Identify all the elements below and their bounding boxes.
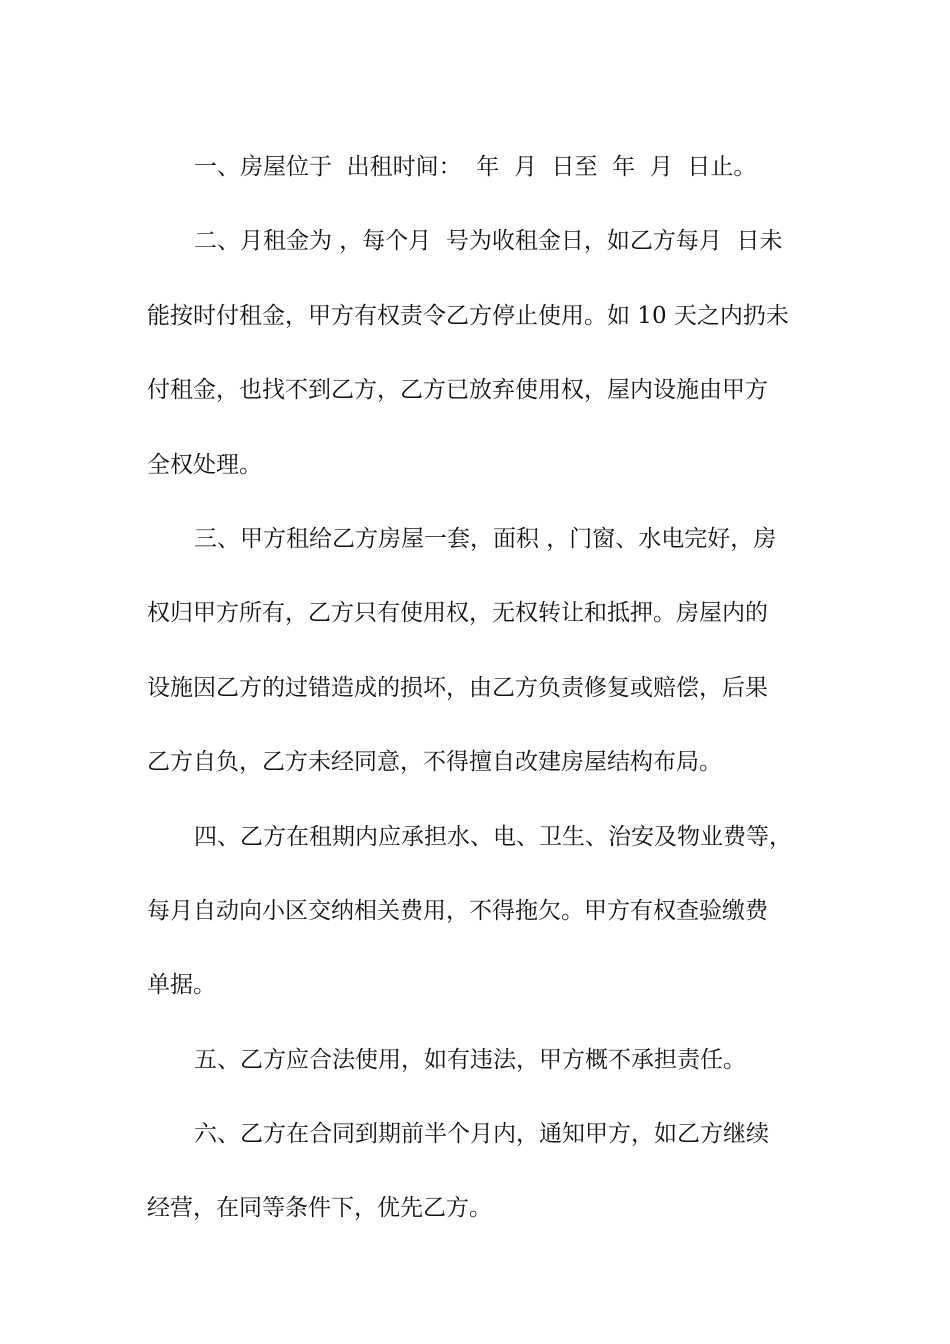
clause-2-line-1: 二、月租金为 ，每个月 号为收租金日，如乙方每月 日未 <box>194 228 783 255</box>
clause-3-line-1: 三、甲方租给乙方房屋一套，面积 ，门窗、水电完好，房 <box>194 525 777 552</box>
clause-3-line-4: 乙方自负，乙方未经同意，不得擅自改建房屋结构布局。 <box>147 749 722 776</box>
clause-4 <box>147 800 812 1023</box>
clause-4-line-1: 四、乙方在租期内应承担水、电、卫生、治安及物业费等， <box>194 823 792 850</box>
clause-6 <box>147 1097 812 1246</box>
clause-3-line-3: 设施因乙方的过错造成的损坏，由乙方负责修复或赔偿，后果 <box>147 674 768 701</box>
clause-1-line-1: 一、房屋位于 出租时间： 年 月 日至 年 月 日止。 <box>194 154 757 180</box>
clause-2-line-2: 能按时付租金，甲方有权责令乙方停止使用。如 10 天之内扔未 <box>147 302 789 329</box>
clause-6-line-1: 六、乙方在合同到期前半个月内，通知甲方，如乙方继续 <box>194 1121 769 1148</box>
clause-4-line-2: 每月自动向小区交纳相关费用，不得拖欠。甲方有权查验缴费 <box>147 897 768 924</box>
clause-2-line-4: 全权处理。 <box>147 451 262 478</box>
clause-4-line-3: 单据。 <box>147 972 216 999</box>
clause-2-line-3: 付租金，也找不到乙方，乙方已放弃使用权，屋内设施由甲方 <box>147 377 768 404</box>
contract-body <box>147 130 812 1246</box>
clause-5-line-1: 五、乙方应合法使用，如有违法，甲方概不承担责任。 <box>194 1046 746 1073</box>
clause-2 <box>147 204 812 502</box>
clause-3 <box>147 502 812 800</box>
clause-6-line-2: 经营，在同等条件下，优先乙方。 <box>147 1195 492 1222</box>
clause-1 <box>147 130 812 204</box>
clause-3-line-2: 权归甲方所有，乙方只有使用权，无权转让和抵押。房屋内的 <box>147 600 768 627</box>
clause-5 <box>147 1023 812 1097</box>
